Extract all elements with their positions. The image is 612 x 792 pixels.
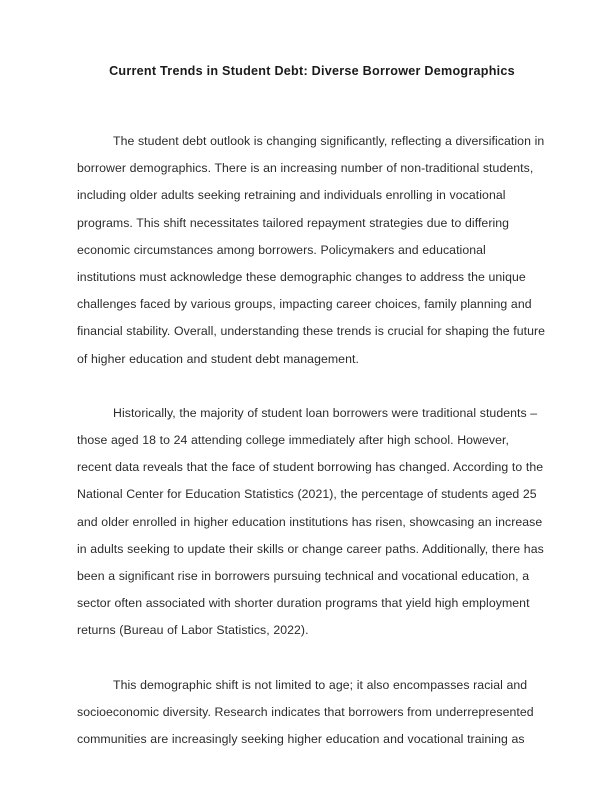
document-body [77,58,547,753]
paragraph-spacer-1 [77,373,547,400]
paragraph-1-text: The student debt outlook is changing significantly, reflecting a diversification in borrower demographics. There is an increasing number of non-traditional students, including older adults seeking retraining and individuals enrolling in vocational programs. This shift necessitates tailored repayment strategies due to differing economic circumstances among borrowers. Policymakers and educational institutions must acknowledge these demographic changes to address the unique challenges faced by various groups, impacting career choices, family planning and financial stability. Overall, understanding these trends is crucial for shaping the future of higher education and student debt management. [77,134,546,366]
page-title: Current Trends in Student Debt: Diverse Borrower Demographics [109,64,515,78]
title-spacer [77,85,547,128]
paragraph-3-text: This demographic shift is not limited to age; it also encompasses racial and socioeconomic diversity. Research indicates that borrowers from underrepresented communities are increasingly seeking higher education and vocational training as [77,677,534,747]
paragraph-2-text: Historically, the majority of student loan borrowers were traditional students – those aged 18 to 24 attending college immediately after high school. However, recent data reveals that the face of student borrowing has changed. According to the National Center for Education Statistics (2021), the percentage of students aged 25 and older enrolled in higher education institutions has risen, showcasing an increase in adults seeking to update their skills or change career paths. Additionally, there has been a significant rise in borrowers pursuing technical and vocational education, a sector often associated with shorter duration programs that yield high employment returns (Bureau of Labor Statistics, 2022). [77,405,544,638]
paragraph-2 [77,400,547,645]
paragraph-spacer-2 [77,645,547,672]
paragraph-1 [77,128,547,373]
paragraph-3 [77,672,547,754]
